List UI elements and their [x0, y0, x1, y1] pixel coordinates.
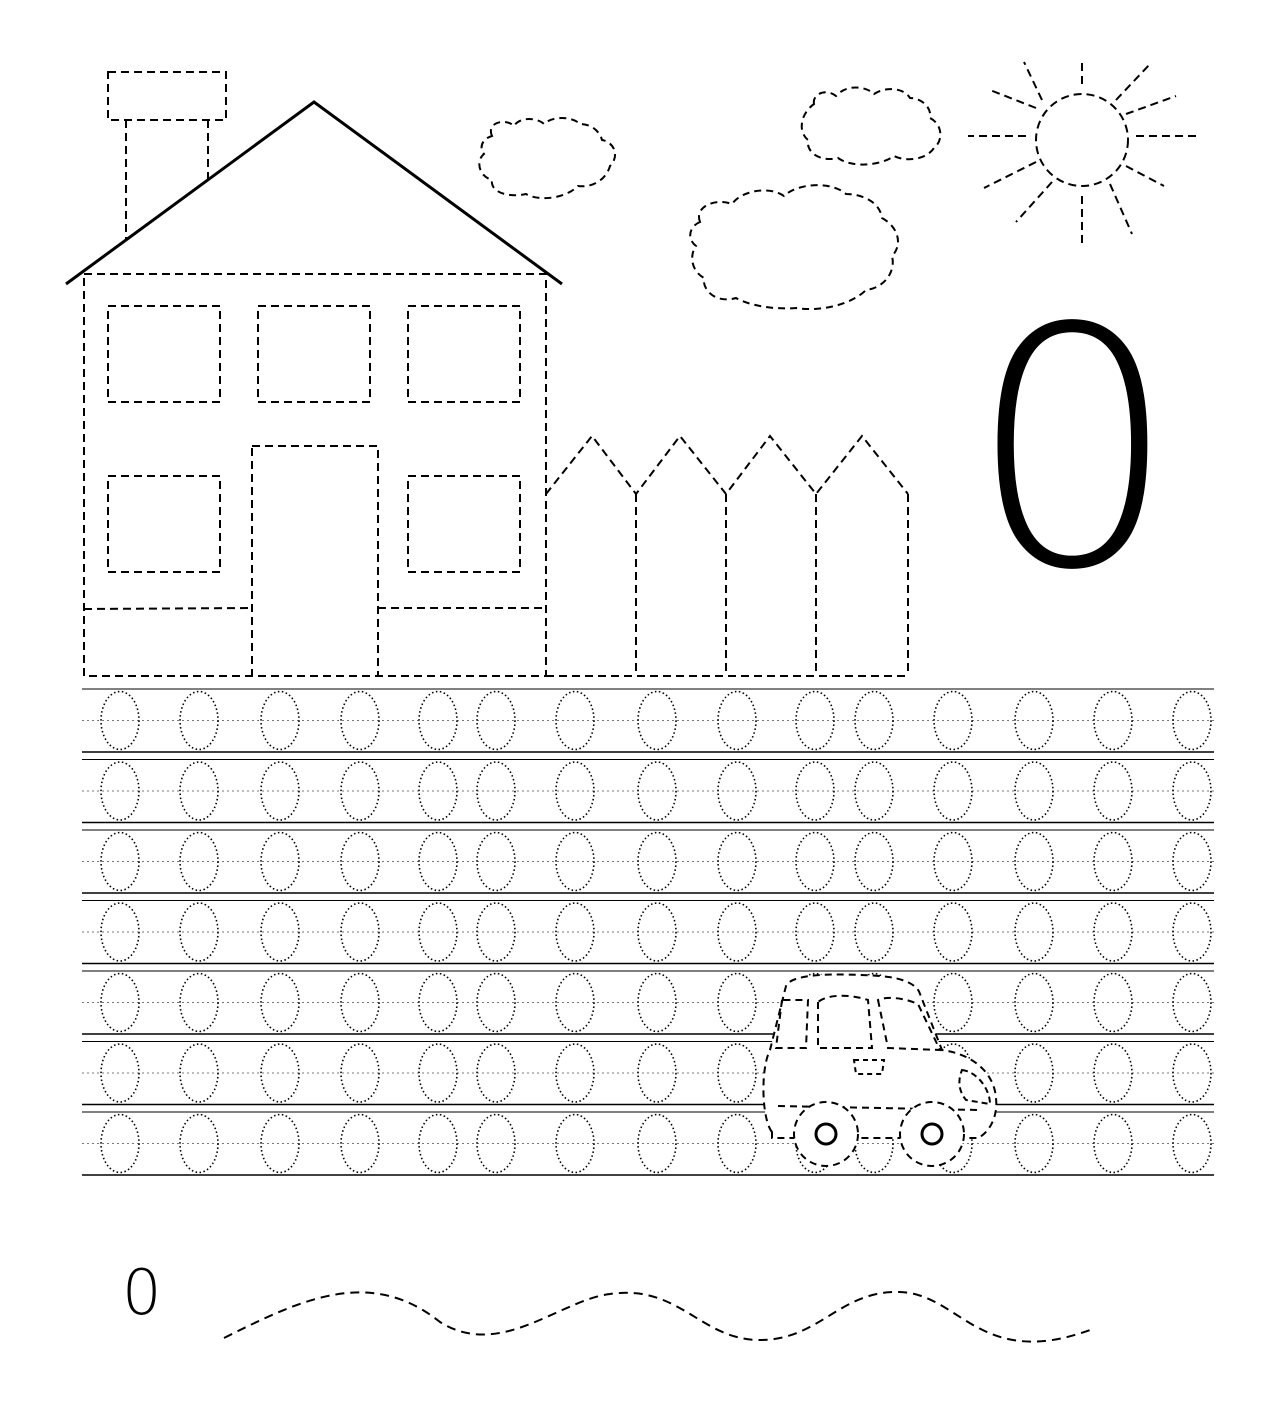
wave-line-icon [224, 1292, 1090, 1342]
roof-line [66, 102, 562, 284]
car-icon [763, 974, 996, 1166]
large-digit-zero: 0 [968, 258, 1178, 642]
house-icon [84, 72, 546, 676]
practice-row [82, 1042, 1214, 1105]
practice-row [82, 971, 1214, 1034]
practice-row [82, 901, 1214, 964]
practice-row [82, 1112, 1214, 1175]
practice-row [82, 830, 1214, 893]
footer-digit-zero: 0 [122, 1256, 162, 1329]
sun-icon [968, 60, 1196, 248]
practice-row [82, 689, 1214, 752]
fence-icon [546, 436, 908, 676]
practice-lines [82, 689, 1214, 1175]
practice-row [82, 760, 1214, 823]
